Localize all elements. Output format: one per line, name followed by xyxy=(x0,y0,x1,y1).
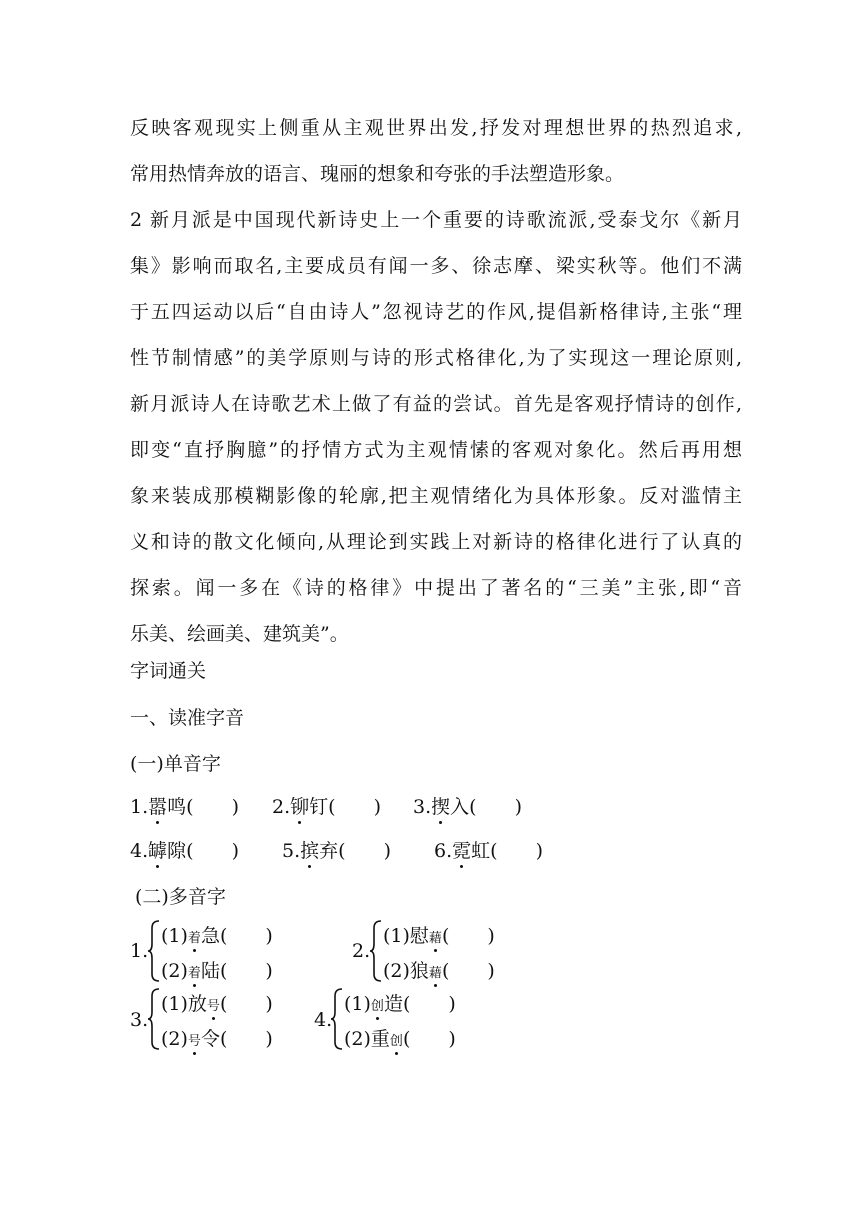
dotted-char: 创 xyxy=(370,999,384,1014)
multi-group-2-b: (2)狼藉( ) xyxy=(383,960,495,982)
heading-vocab: 字词通关 xyxy=(130,660,207,682)
brace-icon xyxy=(147,920,161,982)
multi-group-1-number: 1. xyxy=(130,940,149,962)
dotted-char: 着 xyxy=(187,931,201,946)
brace-icon xyxy=(330,988,344,1050)
text-line: 新月派诗人在诗歌艺术上做了有益的尝试。首先是客观抒情诗的创作, xyxy=(130,393,742,415)
heading-multi-sound: (二)多音字 xyxy=(135,886,226,908)
dotted-char: 藉 xyxy=(428,966,442,981)
multi-group-3-a: (1)放号( ) xyxy=(161,993,273,1015)
multi-group-1-b: (2)着陆( ) xyxy=(161,960,273,982)
heading-pronunciation: 一、读准字音 xyxy=(130,707,245,729)
multi-group-4-b: (2)重创( ) xyxy=(344,1028,456,1050)
text-line: 常用热情奔放的语言、瑰丽的想象和夸张的手法塑造形象。 xyxy=(130,163,625,185)
single-item-6: 6.霓虹( ) xyxy=(434,840,543,862)
intro-paragraph xyxy=(130,105,742,197)
dotted-char: 藉 xyxy=(428,931,442,946)
multi-group-2-number: 2. xyxy=(352,940,371,962)
multi-group-4-a: (1)创造( ) xyxy=(344,993,456,1015)
xinyue-paragraph xyxy=(130,197,742,657)
text-line: 即变“直抒胸臆”的抒情方式为主观情愫的客观对象化。然后再用想 xyxy=(130,439,742,461)
text-line: 性节制情感”的美学原则与诗的形式格律化,为了实现这一理论原则, xyxy=(130,347,742,369)
text-line: 探索。闻一多在《诗的格律》中提出了著名的“三美”主张,即“音 xyxy=(130,577,742,599)
dotted-char: 嚣 xyxy=(148,796,168,818)
dotted-char: 揳 xyxy=(431,796,451,818)
text-line: 义和诗的散文化倾向,从理论到实践上对新诗的格律化进行了认真的 xyxy=(130,531,742,553)
multi-group-2-a: (1)慰藉( ) xyxy=(383,925,495,947)
brace-icon xyxy=(369,920,383,982)
heading-single-sound: (一)单音字 xyxy=(130,753,221,775)
brace-icon xyxy=(147,988,161,1050)
dotted-char: 罅 xyxy=(148,840,168,862)
single-item-1: 1.嚣鸣( ) xyxy=(130,796,239,818)
single-item-2: 2.铆钉( ) xyxy=(272,796,381,818)
text-line: 象来装成那模糊影像的轮廓,把主观情绪化为具体形象。反对滥情主 xyxy=(130,485,742,507)
dotted-char: 摈 xyxy=(300,840,320,862)
dotted-char: 着 xyxy=(187,966,201,981)
text-line: 2 新月派是中国现代新诗史上一个重要的诗歌流派,受泰戈尔《新月 xyxy=(130,209,742,231)
multi-group-3-number: 3. xyxy=(130,1009,149,1031)
dotted-char: 铆 xyxy=(290,796,310,818)
text-line: 乐美、绘画美、建筑美”。 xyxy=(130,623,349,645)
dotted-char: 号 xyxy=(187,1034,201,1049)
single-item-3: 3.揳入( ) xyxy=(413,796,522,818)
single-item-4: 4.罅隙( ) xyxy=(130,840,239,862)
text-line: 于五四运动以后“自由诗人”忽视诗艺的作风,提倡新格律诗,主张“理 xyxy=(130,301,742,323)
dotted-char: 霓 xyxy=(452,840,472,862)
single-item-5: 5.摈弃( ) xyxy=(282,840,391,862)
dotted-char: 创 xyxy=(389,1034,403,1049)
text-line: 集》影响而取名,主要成员有闻一多、徐志摩、梁实秋等。他们不满 xyxy=(130,255,742,277)
multi-group-1-a: (1)着急( ) xyxy=(161,925,273,947)
dotted-char: 号 xyxy=(206,999,220,1014)
multi-group-3-b: (2)号令( ) xyxy=(161,1028,273,1050)
multi-group-4-number: 4. xyxy=(314,1009,333,1031)
text-line: 反映客观现实上侧重从主观世界出发,抒发对理想世界的热烈追求, xyxy=(130,117,742,139)
